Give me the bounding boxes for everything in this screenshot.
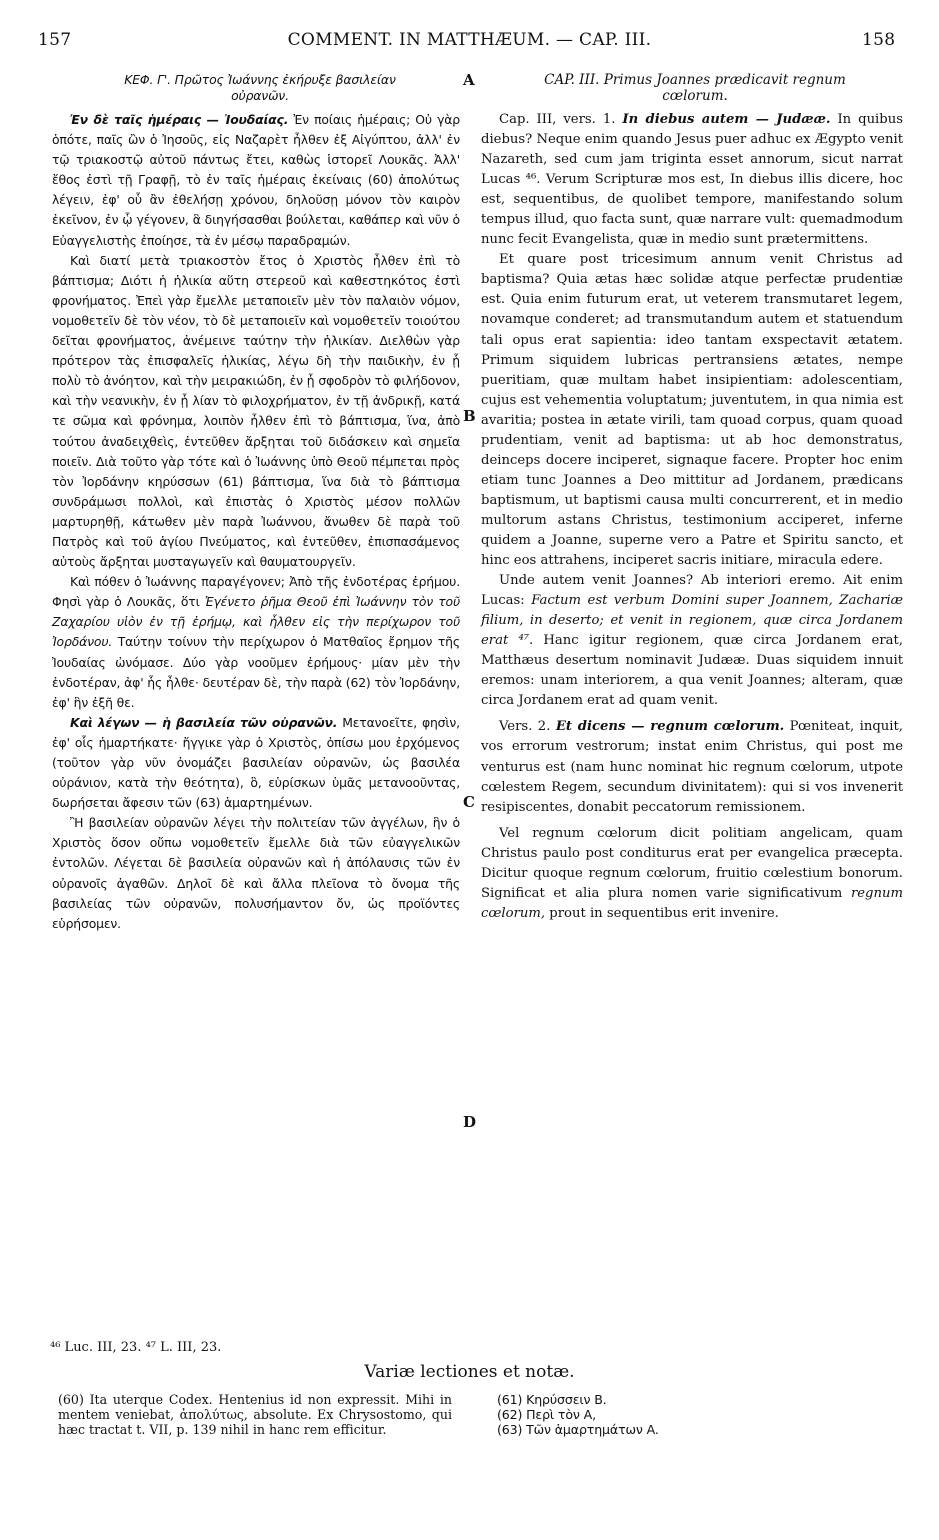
latin-paragraph-4 — [481, 717, 903, 817]
chapter-heading-latin-line1: CAP. III. Primus Joannes prædicavit regnum — [544, 72, 846, 88]
chapter-heading-greek-line1: ΚΕΦ. Γ'. Πρῶτος Ἰωάννης ἐκήρυξε βασιλείαν — [124, 72, 396, 87]
latin-text-3b: Hanc igitur regionem, quæ circa Jordanem erat, Matthæus desertum nominavit Judææ. Duas siquidem innuit eremos: unam interiorem, a qua venit Joannes; alteram, quæ circa Jordanem erat ad quam venit. — [481, 633, 903, 709]
note-63: (63) Τῶν ἁμαρτημάτων A. — [497, 1422, 659, 1437]
notes-left — [58, 1392, 452, 1437]
chapter-heading-greek-line2: οὐρανῶν. — [231, 88, 289, 103]
latin-column — [481, 110, 903, 924]
latin-quote-3: Factum est verbum Domini super Joannem, Zachariæ filium, in deserto; et venit in regionem, quæ circa Jordanem erat ⁴⁷. — [481, 593, 903, 649]
greek-text-1: Ἐν ποίαις ἡμέραις; Οὐ γὰρ ὁπότε, παῖς ὢν ὁ Ἰησοῦς, εἰς Ναζαρὲτ ἦλθεν ἐξ Αἰγύπτου, ἀλλ' ἐν τῷ τριακοστῷ αὐτοῦ πάντως ἔτει, καθὼς ἱστορεῖ Λουκᾶς. Ἀλλ' ἔθος ἐστὶ τῇ Γραφῇ, τὸ ἐν ταῖς ἡμέραις ἐκείναις (60) ἀπολύτως λέγειν, ἐφ' οὗ ἂν ἐθελήσῃ χρόνου, δηλοῦσῃ μόνον τὸν καιρὸν ἐκεῖνον, ἐν ᾧ γέγονεν, ἃ διηγήσασθαι βούλεται, καθάπερ καὶ νῦν ὁ Εὐαγγελιστὴς ἐποίησε, τὰ ἐν μέσῳ παραδραμών. — [52, 112, 460, 248]
greek-paragraph-3 — [52, 572, 460, 713]
note-60: (60) Ita uterque Codex. Hentenius id non expressit. Mihi in mentem veniebat, ἀπολύτως, absolute. Ex Chrysostomo, qui hæc tractat t. VII, p. 139 nihil in hanc rem efficitur. — [58, 1392, 452, 1437]
latin-italic-5: regnum cœlorum, — [481, 885, 903, 921]
greek-lemma-4: Καὶ λέγων — ἡ βασιλεία τῶν οὐρανῶν. — [70, 714, 338, 730]
margin-marker-a: A — [463, 71, 475, 89]
latin-text-1: In quibus diebus? Neque enim quando Jesus puer adhuc ex Ægypto venit Nazareth, sed cum jam triginta esset annorum, sicut narrat Lucas ⁴⁶. Verum Scripturæ mos est, In diebus illis dicere, hoc est, sequentibus, de quolibet tempore, manifestando solum tempus illud, quo facta sunt, quæ narrare vult: quemadmodum nunc fecit Evangelista, quæ in medio sunt prætermittens. — [481, 112, 903, 248]
greek-text-3a: Καὶ πόθεν ὁ Ἰωάννης παραγέγονεν; Ἀπὸ τῆς ἐνδοτέρας ἐρήμου. Φησὶ γὰρ ὁ Λουκᾶς, ὅτι — [52, 574, 460, 610]
chapter-heading-latin-line2: cœlorum. — [662, 88, 728, 104]
latin-text-5-end: prout in sequentibus erit invenire. — [549, 905, 779, 921]
notes-right — [497, 1392, 877, 1437]
latin-lemma-4: Et dicens — regnum cœlorum. — [555, 719, 785, 735]
latin-text-4: Pœniteat, inquit, vos errorum vestrorum; instat enim Christus, qui post me venturus est (nam hunc nominat hic regnum cœlorum, utpote cœlestem Regem, secundum divinitatem): qui si vos invenerit resipiscentes, donabit peccatorum remissionem. — [481, 719, 903, 815]
greek-text-4: Μετανοεῖτε, φησὶν, ἐφ' οἷς ἡμαρτήκατε· ἤγγικε γὰρ ὁ Χριστὸς, ὀπίσω μου ἐρχόμενος (τοῦτον γὰρ νῦν ὀνομάζει βασιλείαν οὐρανῶν, ὡς βασιλέα οὐράνιον, κατὰ τὴν θεότητα), ὃ, εὑρίσκων ὑμᾶς μετανοοῦντας, δωρήσεται ἄφεσιν τῶν (63) ἁμαρτημένων. — [52, 714, 460, 811]
greek-text-3b: Ταύτην τοίνυν τὴν περίχωρον ὁ Ματθαῖος ἔρημον τῆς Ἰουδαίας ὠνόμασε. Δύο γὰρ νοοῦμεν ἐρήμους· μίαν μὲν τὴν ἐνδοτέραν, ἀφ' ἧς ἦλθε· δευτέραν δὲ, τὴν παρὰ (62) τὸν Ἰορδάνην, ἐφ' ἣν ἐξῆ θε. — [52, 634, 460, 710]
greek-column — [52, 110, 460, 934]
greek-quote-3: Ἐγένετο ῥῆμα Θεοῦ ἐπὶ Ἰωάννην τὸν τοῦ Ζαχαρίου υἱὸν ἐν τῇ ἐρήμῳ, καὶ ἦλθεν εἰς τὴν περίχωρον τοῦ Ἰορδάνου. — [52, 594, 460, 650]
latin-paragraph-1 — [481, 110, 903, 250]
greek-paragraph-5: Ἢ βασιλείαν οὐρανῶν λέγει τὴν πολιτείαν τῶν ἀγγέλων, ἣν ὁ Χριστὸς ὅσον οὔπω νομοθετεῖν ἔμελλε διὰ τῶν εὐαγγελικῶν ἐντολῶν. Λέγεται δὲ βασιλεία οὐρανῶν καὶ ἡ ἀπόλαυσις τῶν ἐν οὐρανοῖς ἀγαθῶν. Δηλοῖ δὲ καὶ ἄλλα πλεῖονα τὸ ὄνομα τῆς βασιλείας τῶν οὐρανῶν, πολυσήμαντον ὄν, ὡς προϊόντες εὑρήσομεν. — [52, 815, 460, 931]
margin-marker-c: C — [463, 793, 475, 811]
latin-text-5: Vel regnum cœlorum dicit politiam angelicam, quam Christus paulo post conditurus erat per evangelica præcepta. Dicitur quoque regnum cœlorum, fruitio cœlestium bonorum. Significat et alia plura nomen varie significativum — [481, 825, 903, 901]
greek-paragraph-2: Καὶ διατί μετὰ τριακοστὸν ἔτος ὁ Χριστὸς ἦλθεν ἐπὶ τὸ βάπτισμα; Διότι ἡ ἡλικία αὕτη στερεοῦ καὶ καθεστηκότος ἐστὶ φρονήματος. Ἐπεὶ γὰρ ἔμελλε μεταποιεῖν μὲν τὸν παλαιὸν νόμον, νομοθετεῖν δὲ τὸν νέον, τὸ δὲ μεταποιεῖν καὶ νομοθετεῖν τοιούτου δεῖται φρονήματος, ἀνέμεινε ταύτην τὴν ἡλικίαν. Διελθὼν γὰρ πρότερον τὰς ἐπισφαλεῖς ἡλικίας, λέγω δὴ τὴν παιδικὴν, ἐν ᾗ πολὺ τὸ ἀνόητον, καὶ τὴν μειρακιώδη, ἐν ᾗ σφοδρὸν τὸ φιλήδονον, καὶ τὴν νεανικὴν, ἐν ᾗ λίαν τὸ φιλοχρήματον, ἐν τῇ ἀνδρικῇ, κατά τε σῶμα καὶ φρόνημα, λοιπὸν ἦλθεν ἐπὶ τὸ βάπτισμα, ἵνα, ἀπὸ τούτου ἀναδειχθεὶς, ἐντεῦθεν ἄρξηται τοῦ διδάσκειν καὶ σημεῖα ποιεῖν. Διὰ τοῦτο γὰρ τότε καὶ ὁ Ἰωάννης ὑπὸ Θεοῦ πέμπεται πρὸς τὸν Ἰορδάνην κηρύσσων (61) βάπτισμα, ἵνα διὰ τὸ βάπτισμα συνδράμωσι πολλοὶ, καὶ ἐπιστὰς ὁ Χριστὸς μέσον πολλῶν μαρτυρηθῇ, κάτωθεν μὲν παρὰ Ἰωάννου, ἄνωθεν δὲ παρὰ τοῦ Πατρὸς καὶ τοῦ ἁγίου Πνεύματος, καὶ ἐντεῦθεν, ἐπισπασάμενος αὐτοὺς ἄρξηται μυσταγωγεῖν καὶ θαυματουργεῖν. — [52, 252, 460, 570]
greek-paragraph-4 — [52, 713, 460, 813]
margin-marker-d: D — [463, 1113, 477, 1131]
greek-lemma-1: Ἐν δὲ ταῖς ἡμέραις — Ἰουδαίας. — [70, 112, 289, 127]
chapter-heading-greek — [60, 72, 460, 104]
greek-paragraph-1 — [52, 110, 460, 251]
chapter-heading-latin — [480, 72, 910, 104]
latin-verse-ref-2: Vers. 2. — [499, 719, 551, 735]
note-62: (62) Περὶ τὸν A, — [497, 1407, 596, 1422]
page-number-left: 157 — [38, 30, 72, 50]
latin-text-3a: Unde autem venit Joannes? Ab interiori eremo. Ait enim Lucas: — [481, 573, 903, 609]
running-title: COMMENT. IN MATTHÆUM. — CAP. III. — [287, 30, 652, 50]
margin-marker-b: B — [463, 407, 476, 425]
page-number-right: 158 — [862, 30, 896, 50]
latin-paragraph-2: Et quare post tricesimum annum venit Christus ad baptisma? Quia ætas hæc solidæ atque perfectæ prudentiæ est. Quia enim futurum erat, ut veterem transmutaret legem, novamque conderet; ad transmutandum autem et statuendum tali opus erat sapientia: ideo tantam exspectavit ætatem. Primum siquidem lubricas pertransiens ætates, nempe pueritiam, quæ multam habet insipientiam: adolescentiam, cujus est vehementia voluptatum; juventutem, in qua nimia est avaritia; postea in ætate virili, tam quoad corpus, quam quoad prudentiam, venit ad baptisma: ut ab hoc demonstratus, deinceps docere inciperet, signaque facere. Propter hoc enim etiam tunc Joannes a Deo mittitur ad Jordanem, prædicans baptismum, ut baptismi causa multi concurrerent, et in medio multorum astans Christus, testimonium acciperet, inferne quidem a Joanne, superne vero a Patre et Spiritu sancto, et hinc eos attrahens, inciperet sacris initiare, miracula edere. — [481, 252, 903, 569]
latin-paragraph-5 — [481, 824, 903, 924]
latin-paragraph-3 — [481, 571, 903, 711]
note-61: (61) Κηρύσσειν B. — [497, 1392, 607, 1407]
notes-heading: Variæ lectiones et notæ. — [364, 1362, 575, 1382]
latin-verse-ref-1: Cap. III, vers. 1. — [499, 112, 616, 127]
footnote-references: ⁴⁶ Luc. III, 23. ⁴⁷ L. III, 23. — [50, 1340, 222, 1355]
latin-lemma-1: In diebus autem — Judææ. — [622, 112, 831, 127]
